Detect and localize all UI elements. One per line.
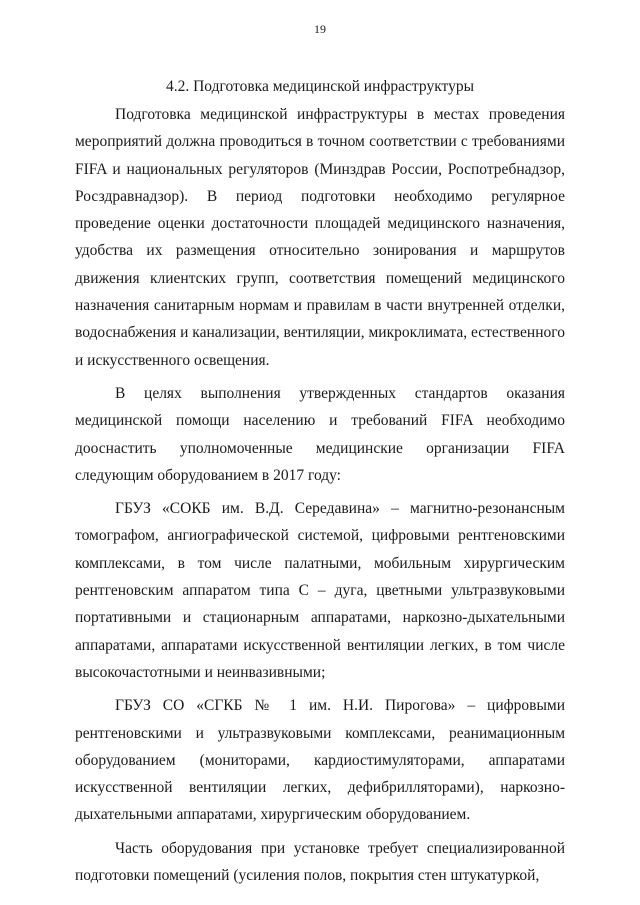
section-heading: 4.2. Подготовка медицинской инфраструктуры (165, 78, 475, 95)
paragraph: ГБУЗ «СОКБ им. В.Д. Середавина» – магнитно-резонансным томографом, ангиографической системой, цифровыми рентгеновскими комплексами, в том числе палатными, мобильным хирургическим рентгеновским аппаратом типа С – дуга, цветными ультразвуковыми портативными и стационарным аппаратами, наркозно-дыхательными аппаратами, аппаратами искусственной вентиляции легких, в том числе высокочастотными и неинвазивными; (75, 500, 565, 681)
paragraph: Подготовка медицинской инфраструктуры в местах проведения мероприятий должна проводиться в точном соответствии с требованиями FIFA и национальных регуляторов (Минздрав России, Роспотребнадзор, Росздравнадзор). В период подготовки необходимо регулярное проведение оценки достаточности площадей медицинского назначения, удобства их размещения относительно зонирования и маршрутов движения клиентских групп, соответствия помещений медицинского назначения санитарным нормам и правилам в части внутренней отделки, водоснабжения и канализации, вентиляции, микроклимата, естественного и искусственного освещения. (75, 106, 565, 369)
page-number: 19 (314, 22, 326, 36)
paragraph: ГБУЗ СО «СГКБ № 1 им. Н.И. Пирогова» – цифровыми рентгеновскими и ультразвуковыми комплексами, реанимационным оборудованием (мониторами, кардиостимуляторами, аппаратами искусственной вентиляции легких, дефибрилляторами), наркозно-дыхательными аппаратами, хирургическим оборудованием. (75, 697, 565, 824)
body-text (75, 101, 565, 889)
paragraph: Часть оборудования при установке требует специализированной подготовки помещений (усиления полов, покрытия стен штукатуркой, (75, 839, 565, 885)
paragraph: В целях выполнения утвержденных стандартов оказания медицинской помощи населению и требований FIFA необходимо дооснастить уполномоченные медицинские организации FIFA следующим оборудованием в 2017 году: (75, 384, 565, 484)
